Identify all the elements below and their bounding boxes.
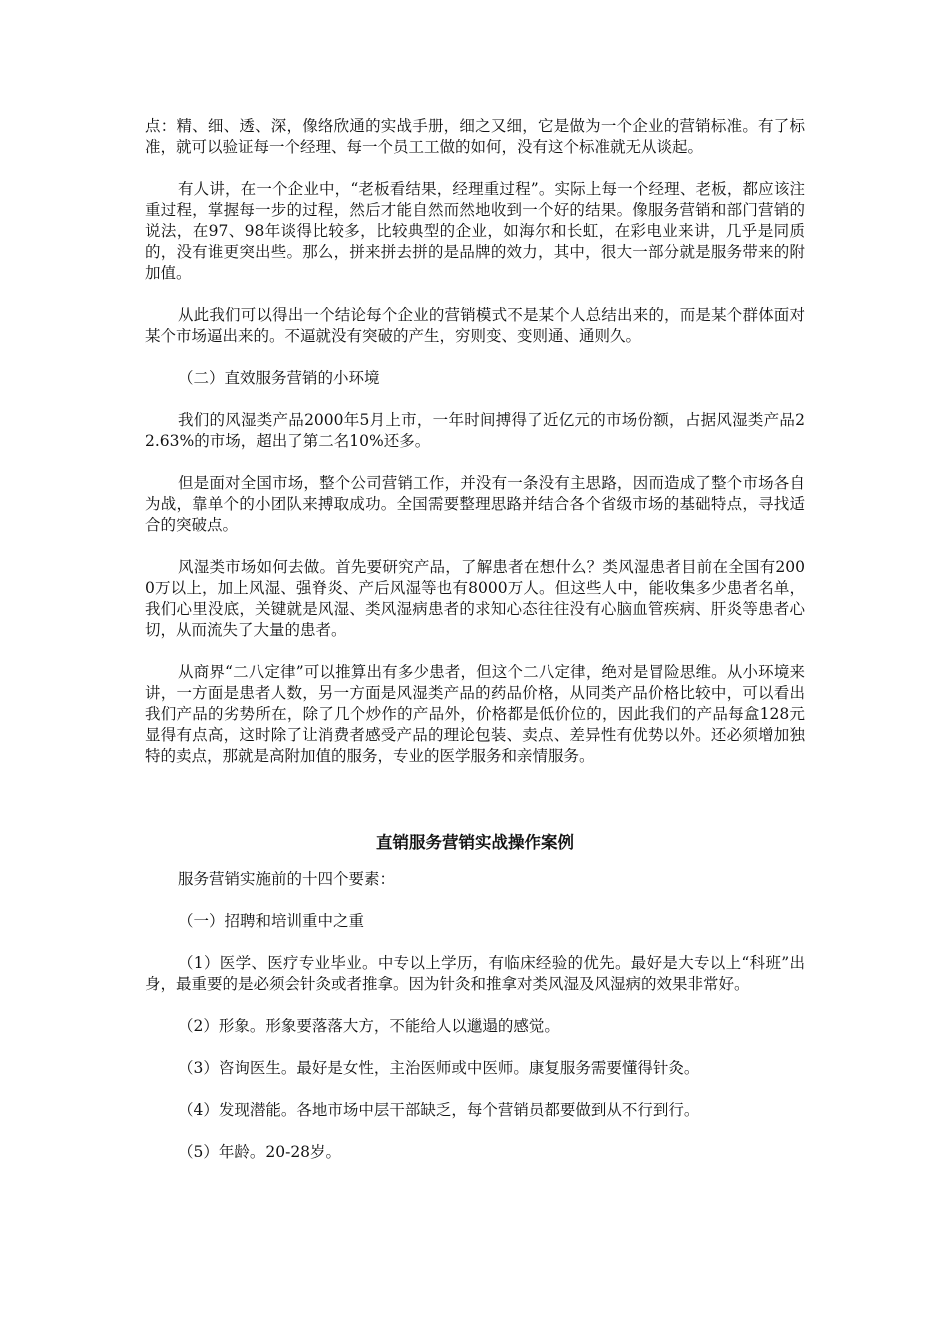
paragraph-market-share: 我们的风湿类产品2000年5月上市，一年时间搏得了近亿元的市场份额，占据风湿类产品22.63%的市场，超出了第二名10%还多。 [145, 411, 805, 450]
section-title: 直销服务营销实战操作案例 [376, 833, 574, 852]
paragraph-pareto-rule: 从商界“二八定律”可以推算出有多少患者，但这个二八定律，绝对是冒险思维。从小环境来讲，一方面是患者人数，另一方面是风湿类产品的药品价格，从同类产品价格比较中，可以看出我们产品的劣势所在，除了几个炒作的产品外，价格都是低价位的，因此我们的产品每盒128元显得有点高，这时除了让消费者感受产品的理论包装、卖点、差异性有优势以外。还必须增加独特的卖点，那就是高附加值的服务，专业的医学服务和亲情服务。 [145, 663, 805, 765]
subheading-recruitment: （一）招聘和培训重中之重 [178, 912, 365, 930]
subsection-heading-small-environment: （二）直效服务营销的小环境 [178, 369, 380, 387]
paragraph-continuation: 点：精、细、透、深，像络欣通的实战手册，细之又细，它是做为一个企业的营销标准。有了标准，就可以验证每一个经理、每一个员工工做的如何，没有这个标准就无从谈起。 [145, 117, 805, 156]
intro-text: 服务营销实施前的十四个要素： [178, 870, 396, 888]
document-page [145, 116, 805, 1163]
paragraph-conclusion: 从此我们可以得出一个结论每个企业的营销模式不是某个人总结出来的，而是某个群体面对某个市场逼出来的。不逼就没有突破的产生，穷则变、变则通、通则久。 [145, 306, 805, 345]
list-item-age: （5）年龄。20-28岁。 [178, 1143, 342, 1161]
list-item-potential: （4）发现潜能。各地市场中层干部缺乏，每个营销员都要做到从不行到行。 [178, 1101, 700, 1119]
list-item-consulting-doctor: （3）咨询医生。最好是女性，主治医师或中医师。康复服务需要懂得针灸。 [178, 1059, 700, 1077]
paragraph-rheumatism-market: 风湿类市场如何去做。首先要研究产品，了解患者在想什么？类风湿患者目前在全国有2000万以上，加上风湿、强脊炎、产后风湿等也有8000万人。但这些人中，能收集多少患者名单，我们心里没底，关键就是风湿、类风湿病患者的求知心态往往没有心脑血管疾病、肝炎等患者心切，从而流失了大量的患者。 [145, 558, 805, 639]
list-item-education: （1）医学、医疗专业毕业。中专以上学历，有临床经验的优先。最好是大专以上“科班”出身，最重要的是必须会针灸或者推拿。因为针灸和推拿对类风湿及风湿病的效果非常好。 [145, 954, 805, 993]
list-item-appearance: （2）形象。形象要落落大方，不能给人以邋遢的感觉。 [178, 1017, 560, 1035]
paragraph-boss-process: 有人讲，在一个企业中，“老板看结果，经理重过程”。实际上每一个经理、老板，都应该注重过程，掌握每一步的过程，然后才能自然而然地收到一个好的结果。像服务营销和部门营销的说法，在97、98年谈得比较多，比较典型的企业，如海尔和长虹，在彩电业来讲，几乎是同质的，没有谁更突出些。那么，拼来拼去拼的是品牌的效力，其中，很大一部分就是服务带来的附加值。 [145, 180, 805, 282]
paragraph-national-market: 但是面对全国市场，整个公司营销工作，并没有一条没有主思路，因而造成了整个市场各自为战，靠单个的小团队来搏取成功。全国需要整理思路并结合各个省级市场的基础特点，寻找适合的突破点。 [145, 474, 805, 534]
